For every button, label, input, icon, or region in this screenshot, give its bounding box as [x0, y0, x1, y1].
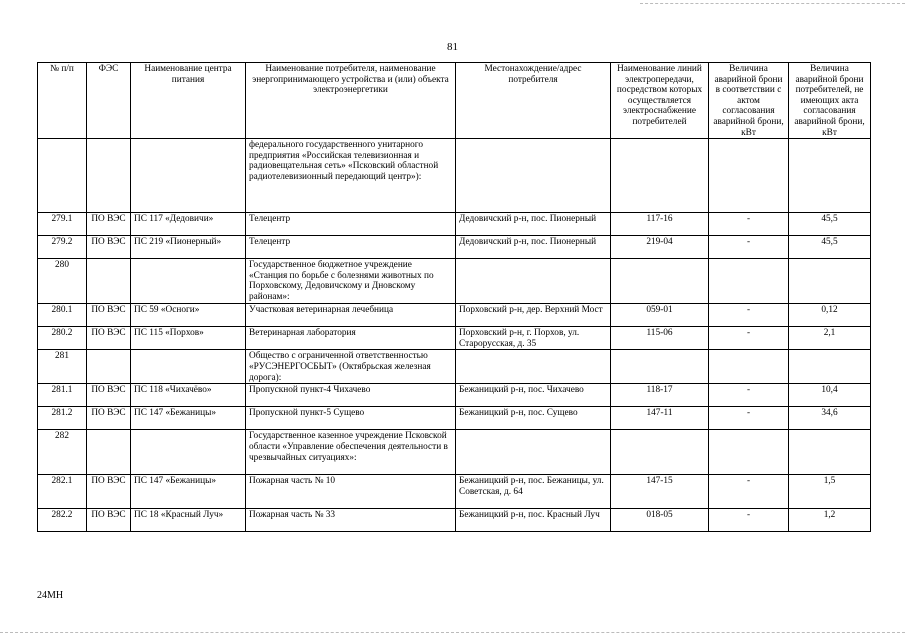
- fes-cell: [87, 139, 131, 213]
- power-center-cell: ПС 147 «Бежаницы»: [131, 475, 246, 509]
- reserve-without-act-cell: [789, 139, 871, 213]
- row-number-cell: 281.1: [38, 384, 87, 407]
- header-power-line: Наименование линий электропередачи, посредством которых осуществляется электроснабжение потребителей: [611, 63, 709, 139]
- reserve-without-act-cell: [789, 259, 871, 304]
- table-row: [38, 407, 871, 430]
- power-center-cell: ПС 117 «Дедовичи»: [131, 213, 246, 236]
- row-number-cell: 282: [38, 430, 87, 475]
- table-row: [38, 350, 871, 384]
- address-cell: Бежаницкий р-н, пос. Бежаницы, ул. Советская, д. 64: [456, 475, 611, 509]
- table-row: [38, 259, 871, 304]
- header-reserve-with-act: Величина аварийной брони в соответствии с актом согласования аварийной брони, кВт: [709, 63, 789, 139]
- power-line-cell: 059-01: [611, 304, 709, 327]
- row-number-cell: [38, 139, 87, 213]
- reserve-with-act-cell: -: [709, 213, 789, 236]
- reserve-without-act-cell: 1,5: [789, 475, 871, 509]
- power-line-cell: 219-04: [611, 236, 709, 259]
- fes-cell: ПО ВЭС: [87, 407, 131, 430]
- reserve-without-act-cell: [789, 430, 871, 475]
- address-cell: [456, 430, 611, 475]
- table-row: [38, 213, 871, 236]
- row-number-cell: 281.2: [38, 407, 87, 430]
- power-line-cell: 115-06: [611, 327, 709, 350]
- consumer-cell: Ветеринарная лаборатория: [246, 327, 456, 350]
- reserve-with-act-cell: -: [709, 236, 789, 259]
- table-row: [38, 430, 871, 475]
- address-cell: [456, 139, 611, 213]
- address-cell: Порховский р-н, дер. Верхний Мост: [456, 304, 611, 327]
- power-line-cell: [611, 430, 709, 475]
- table-row: [38, 236, 871, 259]
- fes-cell: [87, 259, 131, 304]
- reserve-with-act-cell: [709, 430, 789, 475]
- consumer-cell: Государственное казенное учреждение Псковской области «Управление обеспечения деятельности в чрезвычайных ситуациях»:: [246, 430, 456, 475]
- fes-cell: ПО ВЭС: [87, 384, 131, 407]
- fes-cell: ПО ВЭС: [87, 509, 131, 532]
- fes-cell: ПО ВЭС: [87, 304, 131, 327]
- power-line-cell: 118-17: [611, 384, 709, 407]
- reserve-with-act-cell: [709, 350, 789, 384]
- consumer-cell: Государственное бюджетное учреждение «Станция по борьбе с болезнями животных по Порховскому, Дедовичскому и Дновскому районам»:: [246, 259, 456, 304]
- page-number: 81: [447, 41, 458, 53]
- address-cell: [456, 259, 611, 304]
- table-row: [38, 384, 871, 407]
- table-header-row: [38, 63, 871, 139]
- reserve-without-act-cell: [789, 350, 871, 384]
- address-cell: [456, 350, 611, 384]
- reserve-with-act-cell: -: [709, 327, 789, 350]
- reserve-with-act-cell: -: [709, 509, 789, 532]
- consumer-cell: Пожарная часть № 33: [246, 509, 456, 532]
- header-number: № п/п: [38, 63, 87, 139]
- reserve-without-act-cell: 45,5: [789, 236, 871, 259]
- table-row: [38, 304, 871, 327]
- power-center-cell: [131, 259, 246, 304]
- reserve-without-act-cell: 1,2: [789, 509, 871, 532]
- reserve-without-act-cell: 34,6: [789, 407, 871, 430]
- table-body: [38, 139, 871, 532]
- table-row: [38, 327, 871, 350]
- consumer-cell: Пропускной пункт-4 Чихачево: [246, 384, 456, 407]
- power-line-cell: [611, 350, 709, 384]
- header-consumer: Наименование потребителя, наименование энергопринимающего устройства и (или) объекта электроэнергетики: [246, 63, 456, 139]
- table-row: [38, 509, 871, 532]
- header-address: Местонахождение/адрес потребителя: [456, 63, 611, 139]
- header-power-center: Наименование центра питания: [131, 63, 246, 139]
- power-line-cell: [611, 139, 709, 213]
- header-fes: ФЭС: [87, 63, 131, 139]
- power-line-cell: 147-15: [611, 475, 709, 509]
- address-cell: Бежаницкий р-н, пос. Красный Луч: [456, 509, 611, 532]
- fes-cell: ПО ВЭС: [87, 236, 131, 259]
- fes-cell: ПО ВЭС: [87, 327, 131, 350]
- row-number-cell: 281: [38, 350, 87, 384]
- power-center-cell: ПС 115 «Порхов»: [131, 327, 246, 350]
- fes-cell: ПО ВЭС: [87, 475, 131, 509]
- row-number-cell: 280.1: [38, 304, 87, 327]
- consumer-cell: федерального государственного унитарного предприятия «Российская телевизионная и радиовещательная сеть» «Псковский областной радиотелевизионный передающий центр»):: [246, 139, 456, 213]
- power-center-cell: [131, 139, 246, 213]
- fes-cell: [87, 350, 131, 384]
- document-code: 24МН: [37, 590, 64, 601]
- reserve-with-act-cell: -: [709, 384, 789, 407]
- row-number-cell: 280.2: [38, 327, 87, 350]
- consumer-cell: Телецентр: [246, 236, 456, 259]
- power-center-cell: [131, 350, 246, 384]
- fes-cell: [87, 430, 131, 475]
- address-cell: Дедовичский р-н, пос. Пионерный: [456, 236, 611, 259]
- consumer-cell: Телецентр: [246, 213, 456, 236]
- power-center-cell: [131, 430, 246, 475]
- power-center-cell: ПС 118 «Чихачёво»: [131, 384, 246, 407]
- power-center-cell: ПС 219 «Пионерный»: [131, 236, 246, 259]
- address-cell: Дедовичский р-н, пос. Пионерный: [456, 213, 611, 236]
- reserve-with-act-cell: -: [709, 407, 789, 430]
- reserve-with-act-cell: [709, 259, 789, 304]
- power-center-cell: ПС 147 «Бежаницы»: [131, 407, 246, 430]
- power-line-cell: 117-16: [611, 213, 709, 236]
- table-row: [38, 475, 871, 509]
- scan-artifact-line: [0, 632, 905, 633]
- reserve-table: [37, 62, 871, 532]
- reserve-without-act-cell: 0,12: [789, 304, 871, 327]
- consumer-cell: Общество с ограниченной ответственностью «РУСЭНЕРГОСБЫТ» (Октябрьская железная дорога):: [246, 350, 456, 384]
- power-center-cell: ПС 59 «Осноги»: [131, 304, 246, 327]
- reserve-with-act-cell: [709, 139, 789, 213]
- power-center-cell: ПС 18 «Красный Луч»: [131, 509, 246, 532]
- reserve-without-act-cell: 10,4: [789, 384, 871, 407]
- row-number-cell: 279.2: [38, 236, 87, 259]
- row-number-cell: 282.1: [38, 475, 87, 509]
- reserve-without-act-cell: 45,5: [789, 213, 871, 236]
- row-number-cell: 279.1: [38, 213, 87, 236]
- fes-cell: ПО ВЭС: [87, 213, 131, 236]
- table-row: [38, 139, 871, 213]
- reserve-with-act-cell: -: [709, 475, 789, 509]
- power-line-cell: 147-11: [611, 407, 709, 430]
- consumer-cell: Пропускной пункт-5 Сущево: [246, 407, 456, 430]
- scan-artifact-line: [640, 3, 905, 4]
- consumer-cell: Участковая ветеринарная лечебница: [246, 304, 456, 327]
- row-number-cell: 282.2: [38, 509, 87, 532]
- power-line-cell: [611, 259, 709, 304]
- power-line-cell: 018-05: [611, 509, 709, 532]
- address-cell: Порховский р-н, г. Порхов, ул. Старорусская, д. 35: [456, 327, 611, 350]
- reserve-without-act-cell: 2,1: [789, 327, 871, 350]
- address-cell: Бежаницкий р-н, пос. Чихачево: [456, 384, 611, 407]
- reserve-with-act-cell: -: [709, 304, 789, 327]
- address-cell: Бежаницкий р-н, пос. Сущево: [456, 407, 611, 430]
- header-reserve-without-act: Величина аварийной брони потребителей, не имеющих акта согласования аварийной брони, кВт: [789, 63, 871, 139]
- row-number-cell: 280: [38, 259, 87, 304]
- consumer-cell: Пожарная часть № 10: [246, 475, 456, 509]
